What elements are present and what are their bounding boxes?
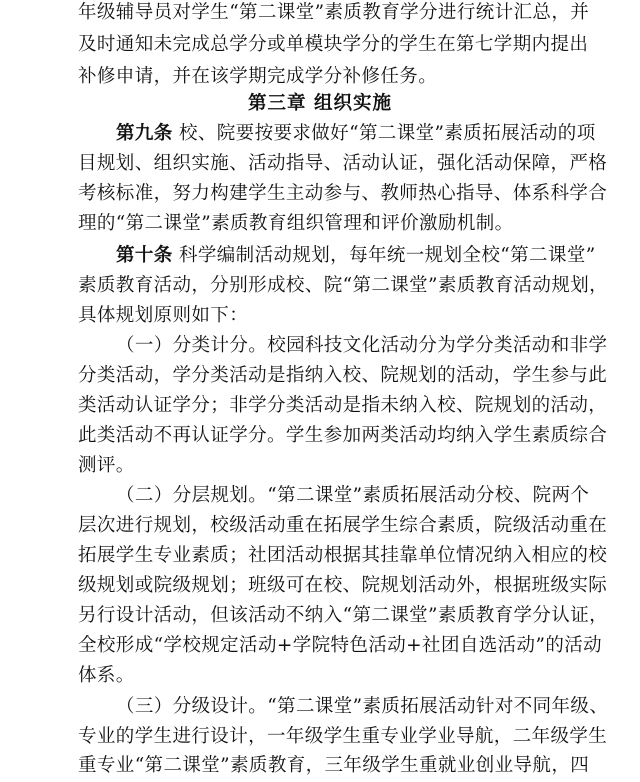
paragraph-line: 素质教育活动，分别形成校、院“第二课堂”素质教育活动规划，: [78, 275, 609, 296]
paragraph-line: 目规划、组织实施、活动指导、活动认证，强化活动保障，严格: [78, 153, 608, 174]
paragraph-line: 类活动认证学分；非学分类活动是指未纳入校、院规划的活动，: [78, 395, 608, 416]
article-text: 校、院要按要求做好“第二课堂”素质拓展活动的项: [172, 123, 596, 144]
paragraph-line: 体系。: [78, 665, 135, 686]
paragraph-line: 专业的学生进行设计，一年级学生重专业学业导航，二年级学生: [78, 726, 608, 747]
paragraph-line: 理的“第二课堂”素质教育组织管理和评价激励机制。: [78, 213, 514, 234]
article-label: 第十条: [116, 245, 173, 266]
paragraph-line: 补修申请，并在该学期完成学分补修任务。: [78, 66, 438, 87]
paragraph-line: 另行设计活动，但该活动不纳入“第二课堂”素质教育学分认证，: [78, 605, 609, 626]
paragraph-line: 全校形成“学校规定活动+学院特色活动+社团自选活动”的活动: [78, 635, 603, 656]
paragraph-line: 具体规划原则如下：: [78, 305, 249, 326]
paragraph-line: 层次进行规划，校级活动重在拓展学生综合素质，院级活动重在: [78, 515, 608, 536]
paragraph-line: 考核标准，努力构建学生主动参与、教师热心指导、体系科学合: [78, 183, 608, 204]
paragraph-line: 拓展学生专业素质；社团活动根据其挂靠单位情况纳入相应的校: [78, 545, 608, 566]
paragraph-line: 年级辅导员对学生“第二课堂”素质教育学分进行统计汇总，并: [78, 2, 590, 23]
item-3-first-line: （三）分级设计。“第二课堂”素质拓展活动针对不同年级、: [116, 696, 609, 717]
chapter-title: 第三章 组织实施: [248, 93, 392, 114]
paragraph-line: 此类活动不再认证学分。学生参加两类活动均纳入学生素质综合: [78, 425, 608, 446]
item-1-first-line: （一）分类计分。校园科技文化活动分为学分类活动和非学: [116, 335, 608, 356]
paragraph-line: 重专业“第二课堂”素质教育，三年级学生重就业创业导航，四: [78, 755, 590, 776]
paragraph-line: 及时通知未完成总学分或单模块学分的学生在第七学期内提出: [78, 34, 589, 55]
article-text: 科学编制活动规划，每年统一规划全校“第二课堂”: [172, 245, 596, 266]
paragraph-line: 测评。: [78, 455, 135, 476]
paragraph-line: 级规划或院级规划；班级可在校、院规划活动外，根据班级实际: [78, 575, 608, 596]
article-9-first-line: [116, 118, 596, 150]
paragraph-line: 分类活动，学分类活动是指纳入校、院规划的活动，学生参与此: [78, 365, 608, 386]
item-2-first-line: （二）分层规划。“第二课堂”素质拓展活动分校、院两个: [116, 485, 590, 506]
article-10-first-line: [116, 240, 596, 272]
article-label: 第九条: [116, 123, 173, 144]
